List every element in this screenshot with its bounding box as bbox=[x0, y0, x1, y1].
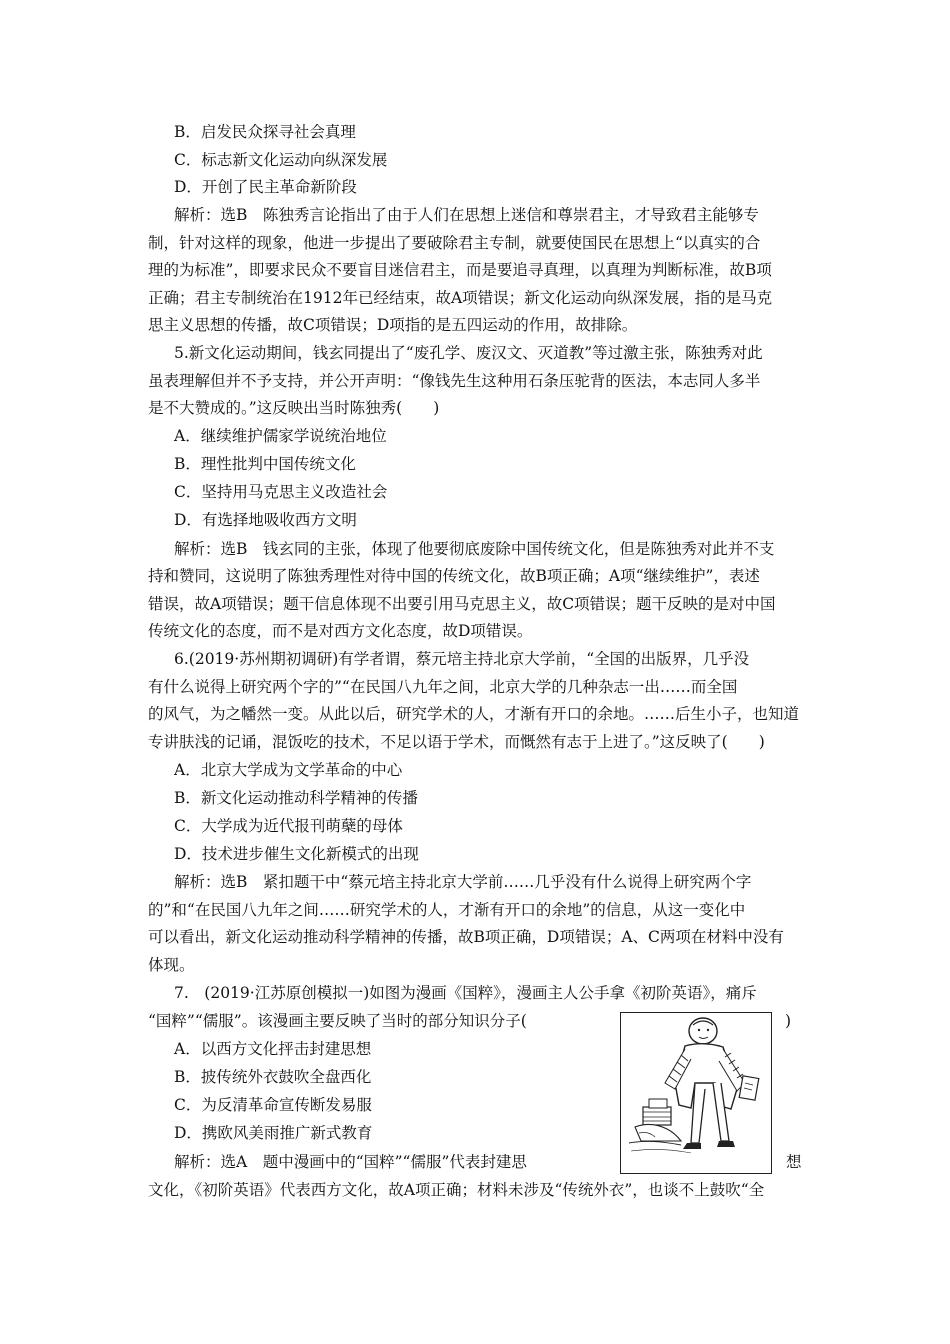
option-line: B．披传统外衣鼓吹全盘西化 bbox=[174, 1068, 372, 1086]
analysis-line-tail: 想 bbox=[786, 1153, 802, 1171]
question-line: 有什么说得上研究两个字的”“在民国八九年之间，北京大学的几种杂志一出……而全国 bbox=[148, 678, 738, 696]
question-line: 是不大赞成的。”这反映出当时陈独秀( ) bbox=[148, 399, 440, 417]
analysis-line: 制，针对这样的现象，他进一步提出了要破除君主专制，就要使国民在思想上“以真实的合 bbox=[148, 234, 761, 252]
analysis-line: 持和赞同，这说明了陈独秀理性对待中国的传统文化，故B项正确；A项“继续维护”，表述 bbox=[148, 567, 760, 585]
analysis-line: 可以看出，新文化运动推动科学精神的传播，故B项正确，D项错误；A、C两项在材料中没有 bbox=[148, 928, 784, 946]
question-line: 虽表理解但并不予支持，并公开声明：“像钱先生这种用石条压驼背的医法，本志同人多半 bbox=[148, 372, 761, 390]
analysis-line: 的”和“在民国八九年之间……研究学术的人，才渐有开口的余地”的信息，从这一变化中 bbox=[148, 901, 746, 919]
option-line: C．标志新文化运动向纵深发展 bbox=[174, 151, 388, 169]
option-line: A．继续维护儒家学说统治地位 bbox=[174, 427, 387, 445]
analysis-line: 文化，《初阶英语》代表西方文化，故A项正确；材料未涉及“传统外衣”，也谈不上鼓吹“全 bbox=[148, 1181, 765, 1199]
option-line: D．有选择地吸收西方文明 bbox=[174, 511, 357, 529]
option-line: C．为反清革命宣传断发易服 bbox=[174, 1096, 372, 1114]
question-line: 5.新文化运动期间，钱玄同提出了“废孔学、废汉文、灭道教”等过激主张，陈独秀对此 bbox=[174, 344, 763, 362]
analysis-line: 解析：选B 紧扣题干中“蔡元培主持北京大学前……几乎没有什么说得上研究两个字 bbox=[174, 873, 752, 891]
analysis-line: 正确；君主专制统治在1912年已经结束，故A项错误；新文化运动向纵深发展，指的是马克 bbox=[148, 289, 773, 307]
option-line: D．技术进步催生文化新模式的出现 bbox=[174, 845, 419, 863]
option-line: C．大学成为近代报刊萌蘖的母体 bbox=[174, 817, 403, 835]
analysis-line: 解析：选B 陈独秀言论指出了由于人们在思想上迷信和尊崇君主，才导致君主能够专 bbox=[174, 206, 759, 224]
question-line: 7. (2019·江苏原创模拟一)如图为漫画《国粹》，漫画主人公手拿《初阶英语》，痛斥 bbox=[174, 984, 757, 1002]
analysis-line: 解析：选B 钱玄同的主张，体现了他要彻底废除中国传统文化，但是陈独秀对此并不支 bbox=[174, 540, 775, 558]
option-line: B．理性批判中国传统文化 bbox=[174, 455, 356, 473]
option-line: A．北京大学成为文学革命的中心 bbox=[174, 761, 403, 779]
option-line: B．启发民众探寻社会真理 bbox=[174, 123, 356, 141]
cartoon-guocui-image bbox=[620, 1012, 772, 1174]
analysis-line: 思主义思想的传播，故C项错误；D项指的是五四运动的作用，故排除。 bbox=[148, 316, 638, 334]
analysis-line: 体现。 bbox=[148, 956, 195, 974]
analysis-line: 理的为标准”，即要求民众不要盲目迷信君主，而是要追寻真理，以真理为判断标准，故B项 bbox=[148, 261, 772, 279]
question-line: 6.(2019·苏州期初调研)有学者谓，蔡元培主持北京大学前，“全国的出版界，几乎没 bbox=[174, 650, 750, 668]
option-line: C．坚持用马克思主义改造社会 bbox=[174, 483, 388, 501]
question-paren-close: ) bbox=[785, 1012, 792, 1030]
question-line: “国粹”“儒服”。该漫画主要反映了当时的部分知识分子( bbox=[148, 1012, 527, 1030]
analysis-line: 解析：选A 题中漫画中的“国粹”“儒服”代表封建思 bbox=[174, 1153, 527, 1171]
option-line: D．携欧风美雨推广新式教育 bbox=[174, 1124, 373, 1142]
question-line: 专讲肤浅的记诵，混饭吃的技术，不足以语于学术，而慨然有志于上进了。”这反映了( ) bbox=[148, 733, 765, 751]
analysis-line: 错误，故A项错误；题干信息体现不出要引用马克思主义，故C项错误；题干反映的是对中国 bbox=[148, 595, 776, 613]
analysis-line: 传统文化的态度，而不是对西方文化态度，故D项错误。 bbox=[148, 622, 533, 640]
cartoon-figure-illustration bbox=[621, 1013, 770, 1172]
option-line: A．以西方文化抨击封建思想 bbox=[174, 1040, 372, 1058]
question-line: 的风气，为之幡然一变。从此以后，研究学术的人，才渐有开口的余地。……后生小子，也知道 bbox=[148, 705, 800, 723]
option-line: B．新文化运动推动科学精神的传播 bbox=[174, 789, 418, 807]
option-line: D．开创了民主革命新阶段 bbox=[174, 178, 357, 196]
